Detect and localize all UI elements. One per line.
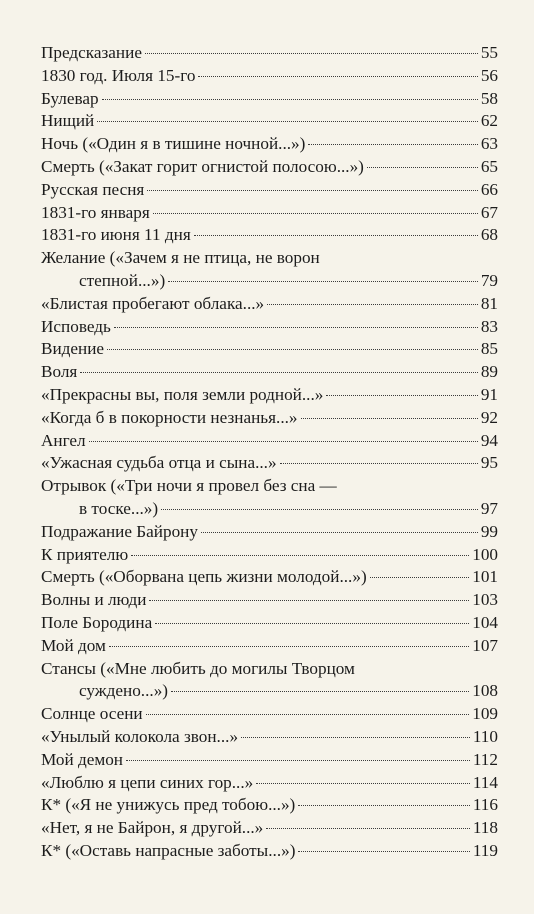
dot-leader bbox=[326, 395, 477, 396]
toc-entry-line bbox=[41, 247, 498, 270]
toc-entry bbox=[41, 475, 498, 521]
toc-entry-line bbox=[41, 110, 498, 133]
toc-entry bbox=[41, 521, 498, 544]
toc-entry-title: Русская песня bbox=[41, 179, 145, 199]
toc-page-number: 89 bbox=[480, 362, 498, 382]
toc-entry-line bbox=[41, 703, 498, 726]
toc-entry-title: 1830 год. Июля 15-го bbox=[41, 65, 196, 85]
toc-page-number: 109 bbox=[472, 704, 498, 724]
toc-entry-title: «Когда б в покорности незнанья...» bbox=[41, 407, 298, 427]
toc-entry-line bbox=[41, 658, 498, 681]
dot-leader bbox=[146, 714, 470, 715]
toc-entry-line bbox=[41, 612, 498, 635]
toc-entry-line bbox=[41, 156, 498, 179]
toc-entry-line bbox=[41, 452, 498, 475]
toc-entry bbox=[41, 361, 498, 384]
toc-page-number: 97 bbox=[480, 498, 498, 518]
toc-page-number: 65 bbox=[480, 156, 498, 176]
toc-entry bbox=[41, 316, 498, 339]
table-of-contents bbox=[41, 42, 498, 863]
toc-entry-line bbox=[41, 270, 498, 293]
toc-entry-line bbox=[41, 544, 498, 567]
toc-page-number: 83 bbox=[480, 316, 498, 336]
toc-entry-line bbox=[41, 635, 498, 658]
toc-entry bbox=[41, 840, 498, 863]
dot-leader bbox=[114, 327, 478, 328]
toc-page-number: 67 bbox=[480, 202, 498, 222]
toc-entry-title: Предсказание bbox=[41, 43, 142, 62]
bleed-through-text bbox=[48, 870, 488, 886]
toc-entry bbox=[41, 202, 498, 225]
toc-page-number: 91 bbox=[480, 384, 498, 404]
toc-entry bbox=[41, 612, 498, 635]
toc-entry-line bbox=[41, 589, 498, 612]
toc-entry bbox=[41, 635, 498, 658]
toc-entry-line bbox=[41, 817, 498, 840]
toc-entry-title: Мой демон bbox=[41, 749, 123, 769]
toc-entry-line bbox=[41, 430, 498, 453]
toc-page-number: 110 bbox=[472, 726, 498, 746]
dot-leader bbox=[80, 372, 477, 373]
dot-leader bbox=[298, 805, 470, 806]
toc-entry-title-continuation: суждено...») bbox=[79, 681, 169, 701]
toc-entry-title: К* («Оставь напрасные заботы...») bbox=[41, 840, 296, 860]
toc-page-number: 99 bbox=[480, 521, 498, 541]
toc-entry-title: Отрывок («Три ночи я провел без сна — bbox=[41, 476, 337, 496]
toc-entry bbox=[41, 338, 498, 361]
toc-entry bbox=[41, 384, 498, 407]
toc-page-number: 56 bbox=[480, 65, 498, 85]
toc-page-number: 62 bbox=[480, 111, 498, 131]
toc-entry-line bbox=[41, 680, 498, 703]
dot-leader bbox=[194, 235, 478, 236]
toc-entry-title: 1831-го января bbox=[41, 202, 150, 222]
dot-leader bbox=[155, 623, 469, 624]
toc-page-number: 94 bbox=[480, 430, 498, 450]
toc-entry-title: Желание («Зачем я не птица, не ворон bbox=[41, 248, 320, 268]
dot-leader bbox=[367, 167, 478, 168]
dot-leader bbox=[280, 463, 478, 464]
toc-entry-title: Ночь («Один я в тишине ночной...») bbox=[41, 134, 306, 154]
toc-entry-line bbox=[41, 772, 498, 795]
toc-page-number: 100 bbox=[472, 544, 498, 564]
toc-entry-title: Булевар bbox=[41, 88, 99, 108]
toc-page-number: 104 bbox=[472, 612, 498, 632]
toc-entry-line bbox=[41, 338, 498, 361]
toc-entry-line bbox=[41, 202, 498, 225]
toc-entry-line bbox=[41, 726, 498, 749]
toc-entry-line bbox=[41, 224, 498, 247]
toc-entry-title: Воля bbox=[41, 362, 78, 382]
toc-entry-line bbox=[41, 794, 498, 817]
toc-entry-title: «Блистая пробегают облака...» bbox=[41, 293, 265, 313]
toc-entry-title: Видение bbox=[41, 339, 105, 359]
toc-entry bbox=[41, 566, 498, 589]
toc-entry-title: «Нет, я не Байрон, я другой...» bbox=[41, 818, 264, 838]
dot-leader bbox=[109, 646, 469, 647]
toc-entry bbox=[41, 110, 498, 133]
toc-entry bbox=[41, 817, 498, 840]
toc-page-number: 107 bbox=[472, 635, 498, 655]
toc-entry-line bbox=[41, 65, 498, 88]
toc-page-number: 116 bbox=[472, 795, 498, 815]
toc-page-number: 63 bbox=[480, 134, 498, 154]
dot-leader bbox=[89, 441, 478, 442]
toc-page-number: 81 bbox=[480, 293, 498, 313]
toc-entry bbox=[41, 544, 498, 567]
toc-page-number: 114 bbox=[472, 772, 498, 792]
toc-entry-line bbox=[41, 133, 498, 156]
toc-page-number: 112 bbox=[472, 749, 498, 769]
toc-entry bbox=[41, 589, 498, 612]
dot-leader bbox=[171, 691, 469, 692]
toc-page-number: 55 bbox=[480, 43, 498, 62]
toc-entry-title: «Унылый колокола звон...» bbox=[41, 726, 239, 746]
toc-entry-title: «Прекрасны вы, поля земли родной...» bbox=[41, 384, 324, 404]
toc-entry-line bbox=[41, 42, 498, 65]
toc-entry bbox=[41, 133, 498, 156]
toc-entry-title: Смерть («Оборвана цепь жизни молодой...») bbox=[41, 567, 367, 587]
dot-leader bbox=[198, 76, 477, 77]
toc-entry-line bbox=[41, 88, 498, 111]
toc-entry bbox=[41, 452, 498, 475]
dot-leader bbox=[161, 509, 478, 510]
toc-entry-title: Стансы («Мне любить до могилы Творцом bbox=[41, 658, 355, 678]
toc-page-number: 58 bbox=[480, 88, 498, 108]
dot-leader bbox=[256, 783, 470, 784]
toc-entry-title: К* («Я не унижусь пред тобою...») bbox=[41, 795, 296, 815]
toc-entry-title: Смерть («Закат горит огнистой полосою...») bbox=[41, 156, 364, 176]
toc-entry-title: Ангел bbox=[41, 430, 86, 450]
toc-entry-title: Исповедь bbox=[41, 316, 111, 336]
toc-page-number: 66 bbox=[480, 179, 498, 199]
toc-entry bbox=[41, 658, 498, 704]
toc-entry-title: К приятелю bbox=[41, 544, 129, 564]
toc-entry-line bbox=[41, 293, 498, 316]
toc-entry-title: «Ужасная судьба отца и сына...» bbox=[41, 453, 277, 473]
toc-entry-title: Подражание Байрону bbox=[41, 521, 198, 541]
toc-entry-line bbox=[41, 179, 498, 202]
toc-entry-title: Поле Бородина bbox=[41, 612, 153, 632]
toc-entry bbox=[41, 179, 498, 202]
toc-page-number: 101 bbox=[472, 567, 498, 587]
dot-leader bbox=[301, 418, 478, 419]
dot-leader bbox=[102, 99, 478, 100]
toc-entry bbox=[41, 407, 498, 430]
dot-leader bbox=[241, 737, 470, 738]
toc-page-number: 85 bbox=[480, 339, 498, 359]
toc-page-number: 119 bbox=[472, 840, 498, 860]
toc-entry bbox=[41, 293, 498, 316]
toc-entry bbox=[41, 772, 498, 795]
toc-page-number: 79 bbox=[480, 270, 498, 290]
toc-entry-line bbox=[41, 407, 498, 430]
toc-entry bbox=[41, 42, 498, 65]
dot-leader bbox=[308, 144, 477, 145]
toc-entry bbox=[41, 703, 498, 726]
dot-leader bbox=[153, 213, 478, 214]
toc-entry-line bbox=[41, 521, 498, 544]
toc-page-number: 92 bbox=[480, 407, 498, 427]
dot-leader bbox=[149, 600, 469, 601]
toc-entry bbox=[41, 65, 498, 88]
toc-page-number: 68 bbox=[480, 225, 498, 245]
toc-entry-title: Нищий bbox=[41, 111, 95, 131]
dot-leader bbox=[298, 851, 469, 852]
toc-entry bbox=[41, 749, 498, 772]
dot-leader bbox=[168, 281, 478, 282]
toc-entry-title: Солнце осени bbox=[41, 704, 143, 724]
toc-entry bbox=[41, 794, 498, 817]
toc-entry bbox=[41, 726, 498, 749]
toc-entry-line bbox=[41, 566, 498, 589]
dot-leader bbox=[145, 53, 478, 54]
dot-leader bbox=[266, 828, 470, 829]
toc-entry-title: 1831-го июня 11 дня bbox=[41, 225, 191, 245]
toc-entry-title: Мой дом bbox=[41, 635, 106, 655]
toc-entry-line bbox=[41, 749, 498, 772]
toc-entry-line bbox=[41, 384, 498, 407]
toc-entry-line bbox=[41, 361, 498, 384]
toc-entry bbox=[41, 224, 498, 247]
dot-leader bbox=[201, 532, 478, 533]
toc-entry bbox=[41, 247, 498, 293]
toc-entry bbox=[41, 156, 498, 179]
toc-page-number: 108 bbox=[472, 681, 498, 701]
toc-entry-title: Волны и люди bbox=[41, 590, 147, 610]
toc-entry-title-continuation: степной...») bbox=[79, 270, 166, 290]
dot-leader bbox=[131, 555, 469, 556]
dot-leader bbox=[107, 349, 478, 350]
dot-leader bbox=[370, 577, 470, 578]
toc-entry-line bbox=[41, 840, 498, 863]
toc-page-number: 95 bbox=[480, 453, 498, 473]
dot-leader bbox=[97, 121, 478, 122]
toc-entry-line bbox=[41, 475, 498, 498]
toc-entry-line bbox=[41, 498, 498, 521]
toc-entry-line bbox=[41, 316, 498, 339]
toc-entry-title-continuation: в тоске...») bbox=[79, 498, 159, 518]
dot-leader bbox=[267, 304, 478, 305]
toc-page-number: 103 bbox=[472, 590, 498, 610]
toc-entry-title: «Люблю я цепи синих гор...» bbox=[41, 772, 254, 792]
toc-entry bbox=[41, 88, 498, 111]
dot-leader bbox=[126, 760, 470, 761]
dot-leader bbox=[147, 190, 477, 191]
toc-entry bbox=[41, 430, 498, 453]
toc-page-number: 118 bbox=[472, 818, 498, 838]
